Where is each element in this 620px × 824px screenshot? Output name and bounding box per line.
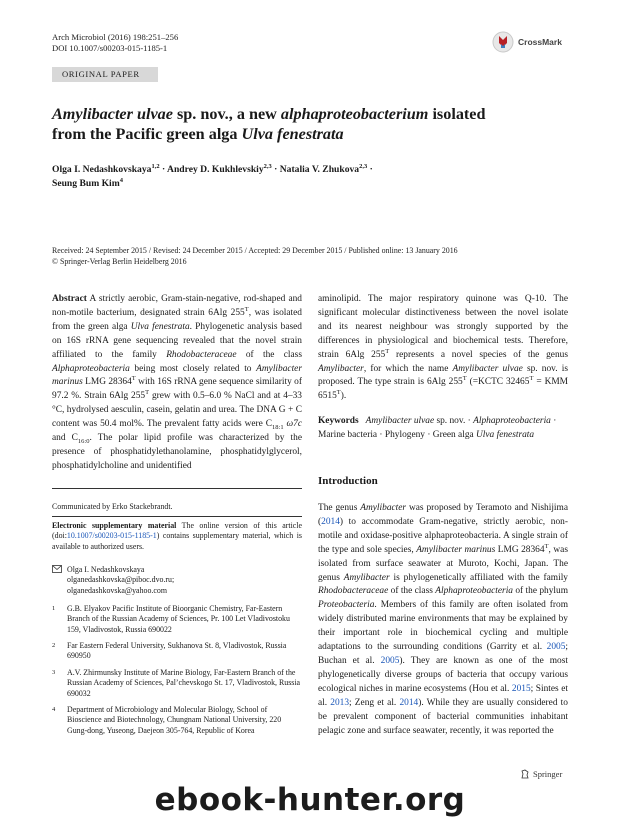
intro-text: ) to accommodate Gram-negative, strictly aerobic, non-motile and oxidase-positive alphaproteobacteria. A single strain of the type and sole species, [318,516,568,555]
abstract-continuation [318,293,568,443]
communicated-note: Communicated by Erko Stackebrandt. [52,502,173,511]
abstract-text: . Phylogenetic analysis based on 16S rRNA gene sequencing revealed that the novel strain affiliated to the family [52,321,302,360]
title-text: sp. nov., a new [172,105,281,123]
journal-citation [52,32,178,54]
citation-link[interactable]: 2014 [321,516,340,527]
abstract-italic: ω7c [283,419,303,430]
springer-horse-icon [520,769,530,779]
footnote-divider [52,488,302,489]
type-strain-mark: T [336,389,341,397]
intro-text: is phylogenetically affiliated with the family [389,572,568,583]
author-separator: · [367,164,373,175]
journal-volume-line: Arch Microbiol (2016) 198:251–256 [52,32,179,42]
fatty-acid-subscript: 16:0 [77,437,90,445]
abstract-text: and C [52,433,78,444]
esm-doi-link[interactable]: 10.1007/s00203-015-1185-1 [66,531,157,541]
abstract-text: sp. nov. is proposed. The type strain is 6Alg 255 [318,363,568,388]
affiliation-text: Department of Microbiology and Molecular Biology, School of Bioscience and Biotechnology, Chungnam National University, 220 Gung-dong, Yuseong, Daejeon 305-764, Republic of Korea [67,705,282,735]
author-name: · Andrey D. Kukhlevskiy [159,164,264,175]
email-icon [52,565,62,576]
abstract-text: (=KCTC 32465 [466,377,530,388]
type-strain-mark: T [145,389,150,397]
history-dates: Received: 24 September 2015 / Revised: 24 December 2015 / Accepted: 29 December 2015 / Published online: 13 January 2016 [52,246,458,255]
author-name: Olga I. Nedashkovskaya [52,164,152,175]
citation-link[interactable]: 2014 [399,697,419,708]
esm-text: ) contains supplementary material, which is available to authorized users. [52,531,302,551]
author-list [52,163,572,191]
keyword: · Marine bacteria · Phylogeny · Green alga [318,416,557,441]
publication-dates [52,245,582,267]
affiliation-number: 2 [52,642,56,649]
contact-name: Olga I. Nedashkovskaya [67,565,145,574]
esm-text: The online version of this article (doi: [52,521,302,541]
contact-email[interactable]: olganedashkovska@yahoo.com [67,585,167,595]
abstract-italic: Amylibacter [318,363,364,374]
crossmark-icon [492,31,514,53]
crossmark-label: CrossMark [518,37,562,47]
abstract-text: LMG 28364 [82,377,132,388]
affiliation-text: A.V. Zhirmunsky Institute of Marine Biology, Far-Eastern Branch of the Russian Academy of Sciences, Pal’chevskogo St. 17, Vladivostok, Russia 690032 [67,668,301,698]
keywords-heading: Keywords [318,416,359,427]
title-line2: from the Pacific green alga [52,125,242,143]
abstract-italic: Ulva fenestrata [130,321,190,332]
article-type-tag: ORIGINAL PAPER [52,67,158,82]
author-affil-ref: 4 [119,176,123,184]
intro-italic: Amylibacter marinus [416,544,496,555]
affiliation-text: Far Eastern Federal University, Sukhanova St. 8, Vladivostok, Russia 690950 [67,641,287,661]
author-affil-ref: 2,3 [263,162,272,170]
affiliation-item [52,641,302,662]
author-affil-ref: 1,2 [151,162,160,170]
abstract-paragraph [318,293,568,404]
type-strain-mark: T [244,305,249,313]
affiliation-item [52,705,302,736]
intro-italic: Amylibacter [343,572,390,583]
intro-italic: Amylibacter [360,503,407,513]
keyword: Alphaproteobacteria [473,416,551,427]
intro-italic: Rhodobacteraceae [318,586,389,597]
type-strain-mark: T [131,375,136,383]
abstract-text: . The polar lipid profile was characterized by the presence of phosphatidylethanolamine, phosphatidylglycerol, phosphatidylcholine and unidentified [52,433,302,471]
type-strain-mark: T [544,542,549,550]
affiliation-number: 3 [52,669,56,676]
publisher-name: Springer [533,769,563,779]
intro-text: ; Sintes et al. [318,683,568,708]
affiliation-number: 1 [52,605,56,612]
author-name: · Natalia V. Zhukova [271,164,360,175]
title-species: Amylibacter ulvae [52,105,173,123]
abstract-italic: Amylibacter ulvae [452,363,523,374]
type-strain-mark: T [385,347,390,355]
abstract-text: grew with 0.5–6.0 % NaCl and at 4–33 °C, hydrolysed aesculin, casein, gelatin and urea. The DNA G + C content was 50.4 mol%. The prevalent fatty acids were C [52,391,302,430]
intro-italic: Proteobacteria [318,600,375,611]
title-text-end: isolated [428,105,486,123]
intro-text: ). While they are usually considered to be prevalent component of bacterial communities inhabitant pelagic zone and surface seawater, recently, it was reported the [318,697,568,736]
affiliation-item [52,668,302,699]
abstract-text: represents a novel species of the genus [389,349,568,360]
copyright-line: © Springer-Verlag Berlin Heidelberg 2016 [52,257,187,266]
crossmark-badge[interactable] [492,31,562,53]
abstract-text: being most closely related to [129,363,257,374]
citation-link[interactable]: 2005 [546,642,566,653]
introduction-body [318,502,568,738]
esm-note [52,521,302,552]
abstract-text: of the class [236,349,302,360]
affiliation-number: 4 [52,706,56,713]
keywords-paragraph [318,415,568,443]
author-affil-ref: 2,3 [359,162,368,170]
footnote-divider [52,516,302,517]
intro-italic: Alphaproteobacteria [435,586,513,597]
intro-text: ; Buchan et al. [318,642,568,666]
citation-link[interactable]: 2013 [330,697,350,708]
abstract-text: aminolipid. The major respiratory quinone was Q-10. The significant molecular distinctiveness between the novel isolate and its nearest neighbour was strongly supported by the differences in physiological and biochemical tests. Therefore, strain 6Alg 255 [318,294,568,360]
abstract-heading: Abstract [52,294,87,304]
doi-line: DOI 10.1007/s00203-015-1185-1 [52,43,168,53]
esm-heading: Electronic supplementary material [52,521,177,530]
contact-email[interactable]: olganedashkovska@piboc.dvo.ru; [67,575,175,585]
intro-text: was proposed by Teramoto and Nishijima ( [318,503,568,527]
intro-text: , was isolated from surface seawater at Muroto, Kochi, Japan. The genus [318,544,568,583]
type-strain-mark: T [529,375,534,383]
title-taxon: alphaproteobacterium [280,105,429,123]
abstract-text: = KMM 6515 [318,377,569,402]
keyword: Ulva fenestrata [476,430,535,441]
abstract-text: A strictly aerobic, Gram-stain-negative, rod-shaped and non-motile bacterium, designated strain 6Alg 255 [52,294,302,318]
contact-block [52,565,302,596]
abstract-italic: Alphaproteobacteria [52,363,130,374]
intro-text: of the class [388,586,436,597]
intro-text: ; Zeng et al. [349,697,400,708]
abstract-text: , for which the name [363,363,453,374]
keyword: Amylibacter ulvae [365,416,435,427]
affiliation-item [52,604,302,635]
abstract-block [52,293,302,474]
intro-text: The genus [318,503,361,513]
abstract-text: , was isolated from the green alga [52,307,302,332]
introduction-heading: Introduction [318,475,378,487]
author-name: Seung Bum Kim [52,178,120,189]
intro-text: of the phylum [513,586,568,597]
abstract-text: ). [340,391,347,402]
publisher-logo [520,769,562,779]
affiliation-text: G.B. Elyakov Pacific Institute of Bioorganic Chemistry, Far-Eastern Branch of the Russian Academy of Sciences, Pr. 100 Let Vladivostoku 159, Vladivostok, Russia 690022 [67,604,290,634]
introduction-paragraph [318,502,568,738]
citation-link[interactable]: 2015 [511,683,531,694]
abstract-paragraph [52,293,302,474]
abstract-text: with 16S rRNA gene sequence similarity of 97.2 %. Strain 6Alg 255 [52,377,302,402]
abstract-italic: Amylibacter marinus [52,363,302,388]
intro-text: LMG 28364 [495,544,545,555]
article-title [52,104,572,144]
keyword-separator: sp. nov. · [434,416,474,427]
type-strain-mark: T [462,375,467,383]
citation-link[interactable]: 2005 [380,655,400,666]
watermark-text: ebook-hunter.org [154,782,466,818]
abstract-italic: Rhodobacteraceae [166,349,237,360]
title-host: Ulva fenestrata [241,125,344,143]
fatty-acid-subscript: 18:1 [272,424,284,432]
intro-text: ). They are known as one of the most phylogenetically diverse groups of bacteria that occupy various ecological niches in marine ecosystems (Hou et al. [318,655,569,694]
intro-text: . Members of this family are often isolated from widely distributed marine environments that may be explained by their important role in biochemical cycling and multiple adaptations to the surrounding conditions (Garrity et al. [318,600,568,653]
